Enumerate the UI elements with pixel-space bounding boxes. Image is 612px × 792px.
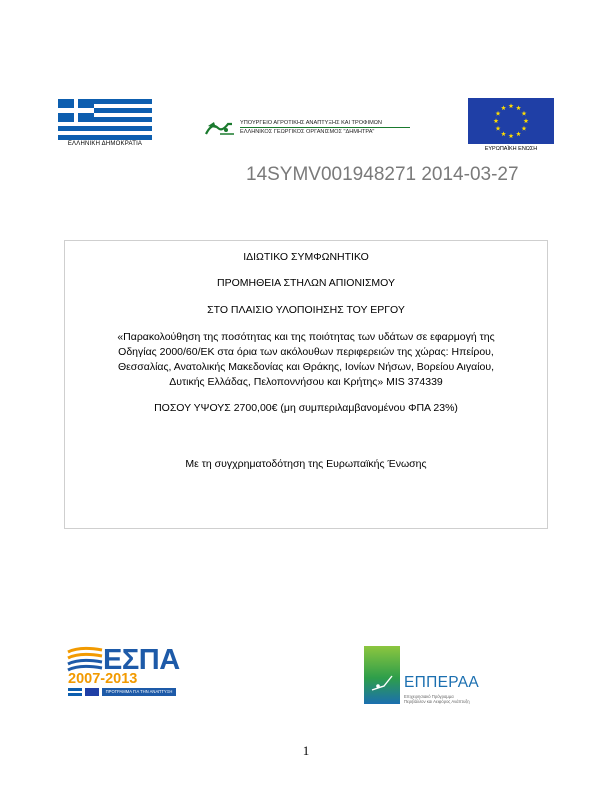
epperaa-emblem-icon xyxy=(364,646,400,704)
project-line: Δυτικής Ελλάδας, Πελοποννήσου και Κρήτης» MIS 374339 xyxy=(169,376,443,388)
contract-title: ΙΔΙΩΤΙΚΟ ΣΥΜΦΩΝΗΤΙΚΟ xyxy=(243,251,369,263)
eu-stars-icon xyxy=(468,98,554,144)
eu-flag-caption: ΕΥΡΩΠΑΪΚΗ ΕΝΩΣΗ xyxy=(484,146,538,152)
cofunding-statement: Με τη συγχρηματοδότηση της Ευρωπαϊκής Ένωσης xyxy=(185,458,427,470)
epperaa-subtitle: Επιχειρησιακό Πρόγραμμα Περιβάλλον και Αειφόρος Ανάπτυξη xyxy=(404,694,470,704)
espa-years: 2007-2013 xyxy=(68,671,138,687)
epperaa-logo xyxy=(364,646,494,706)
project-line: «Παρακολούθηση της ποσότητας και της ποιότητας των υδάτων σε εφαρμογή της xyxy=(117,331,495,343)
greek-flag xyxy=(58,99,152,140)
organization-name: ΕΛΛΗΝΙΚΟΣ ΓΕΩΡΓΙΚΟΣ ΟΡΓΑΝΙΣΜΟΣ "ΔΗΜΗΤΡΑ" xyxy=(240,129,375,135)
eu-flag xyxy=(468,98,554,144)
greek-flag-mini-icon xyxy=(68,688,82,696)
espa-logo xyxy=(66,646,178,696)
espa-strip-text: ΠΡΟΓΡΑΜΜΑ ΓΙΑ ΤΗΝ ΑΝΑΠΤΥΞΗ xyxy=(102,688,176,696)
eu-flag-mini-icon xyxy=(85,688,99,696)
page-number: 1 xyxy=(302,743,310,758)
greek-flag-caption: ΕΛΛΗΝΙΚΗ ΔΗΜΟΚΡΑΤΙΑ xyxy=(67,141,143,147)
contract-subject: ΠΡΟΜΗΘΕΙΑ ΣΤΗΛΩΝ ΑΠΙΟΝΙΣΜΟΥ xyxy=(216,277,396,289)
document-id: 14SYMV001948271 2014-03-27 xyxy=(246,164,519,185)
ministry-logo xyxy=(204,118,414,140)
epperaa-wordmark: ΕΠΠΕΡΑΑ xyxy=(404,674,480,691)
ministry-emblem-icon xyxy=(204,118,236,138)
project-line: Οδηγίας 2000/60/ΕΚ στα όρια των ακόλουθων περιφερειών της χώρας: Ηπείρου, xyxy=(118,346,494,358)
project-line: Θεσσαλίας, Ανατολικής Μακεδονίας και Θράκης, Ιονίων Νήσων, Βορείου Αιγαίου, xyxy=(117,361,495,373)
ministry-name: ΥΠΟΥΡΓΕΙΟ ΑΓΡΟΤΙΚΗΣ ΑΝΑΠΤΥΞΗΣ ΚΑΙ ΤΡΟΦΙΜΩΝ xyxy=(240,120,382,126)
contract-context: ΣΤΟ ΠΛΑΙΣΙΟ ΥΛΟΠΟΙΗΣΗΣ ΤΟΥ ΕΡΓΟΥ xyxy=(207,304,405,316)
espa-wordmark: ΕΣΠΑ xyxy=(103,644,180,676)
contract-amount: ΠΟΣΟΥ ΥΨΟΥΣ 2700,00€ (μη συμπεριλαμβανομένου ΦΠΑ 23%) xyxy=(154,402,458,414)
espa-swoosh-icon xyxy=(66,646,106,674)
